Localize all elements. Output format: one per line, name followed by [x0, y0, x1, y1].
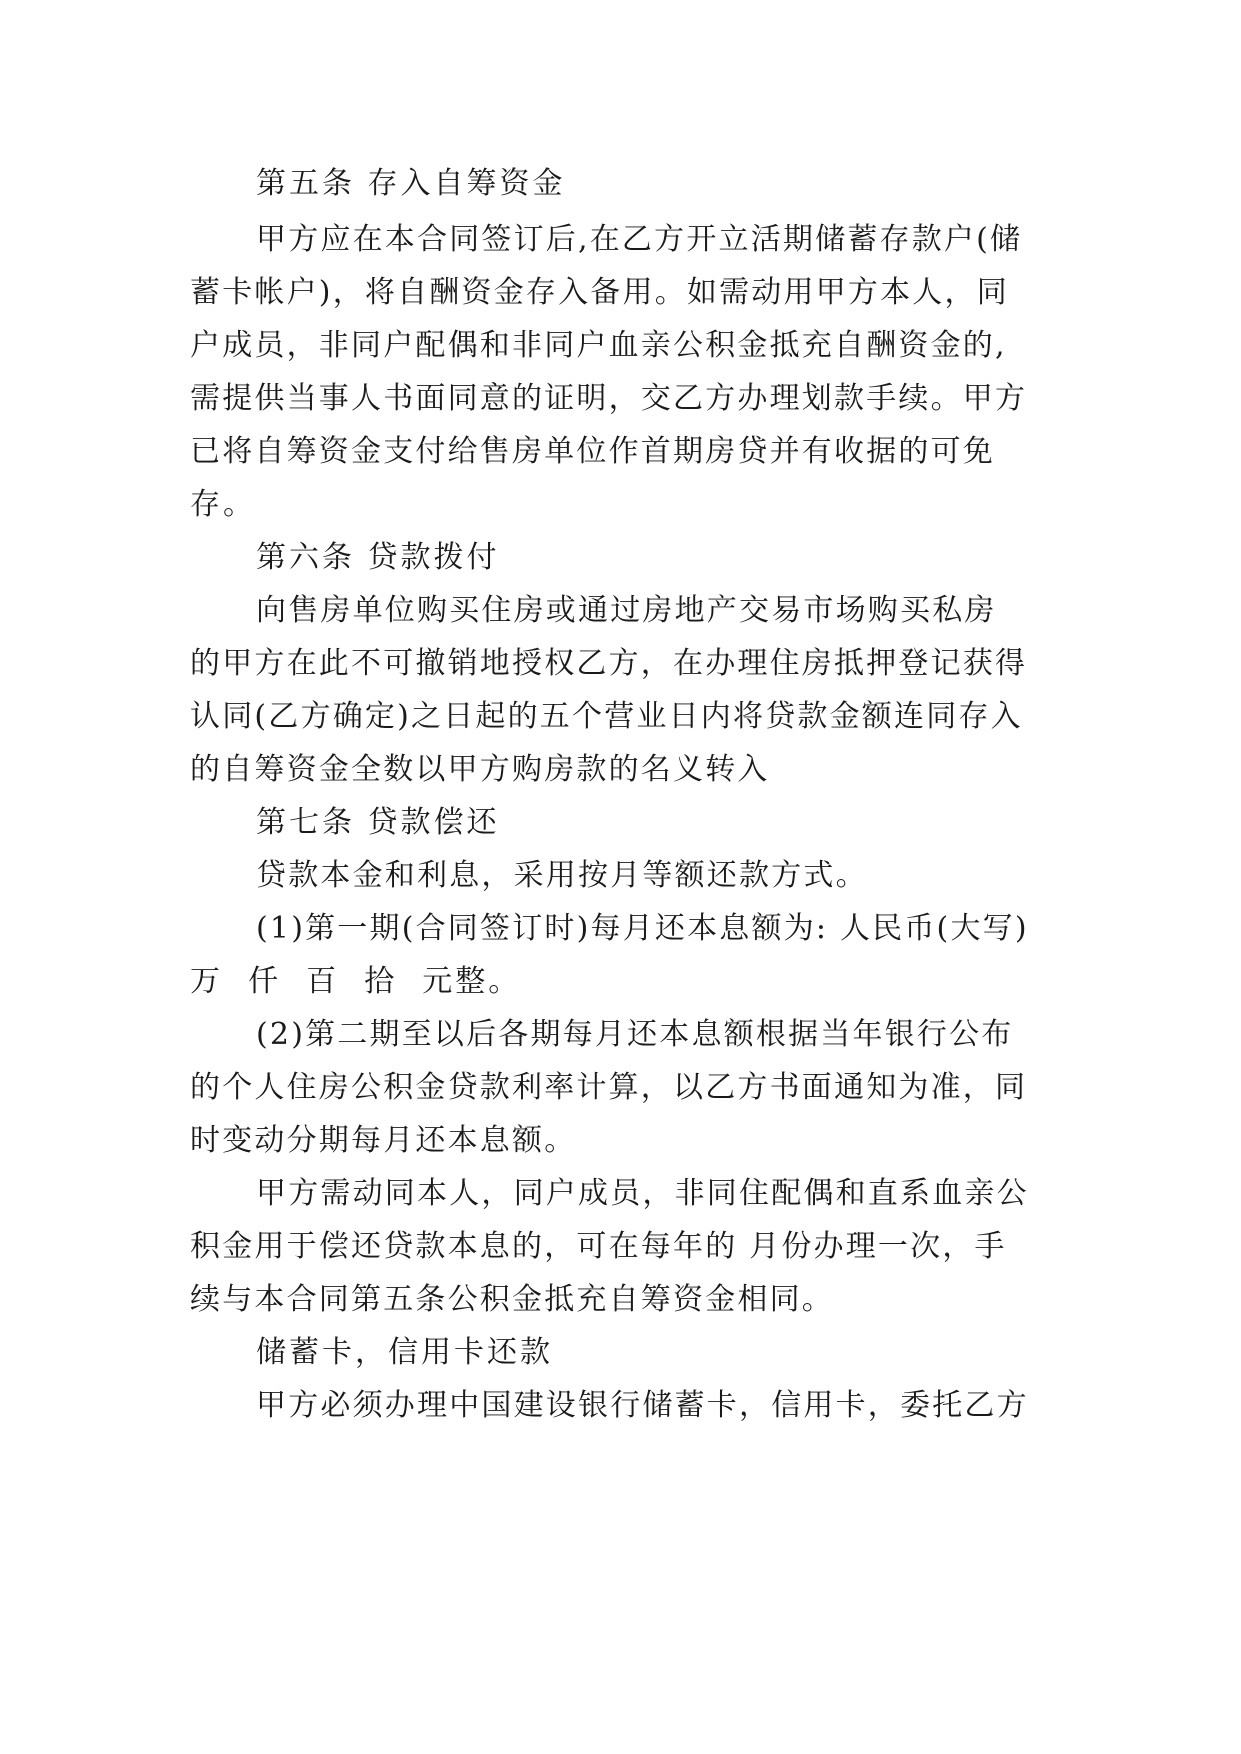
article-5-heading: 第五条 存入自筹资金: [256, 166, 566, 201]
article-6-paragraph-line: 认同(乙方确定)之日起的五个营业日内将贷款金额连同存入: [190, 699, 1023, 734]
article-5-paragraph-line: 存。: [190, 487, 256, 522]
article-6-paragraph-line: 的甲方在此不可撤销地授权乙方，在办理住房抵押登记获得: [190, 646, 1028, 681]
article-5-paragraph-line: 户成员，非同户配偶和非同户血亲公积金抵充自酬资金的,: [190, 328, 1007, 363]
article-7-heading: 第七条 贷款偿还: [256, 805, 500, 840]
article-7-item-2-line: (2)第二期至以后各期每月还本息额根据当年银行公布: [256, 1017, 1014, 1052]
card-repayment-paragraph: 甲方必须办理中国建设银行储蓄卡，信用卡，委托乙方: [256, 1388, 1029, 1423]
article-7-item-1-line: 万 仟 百 拾 元整。: [190, 964, 522, 999]
article-7-item-2-line: 的个人住房公积金贷款利率计算，以乙方书面通知为准，同: [190, 1070, 1028, 1105]
article-5-paragraph-line: 已将自筹资金支付给售房单位作首期房贷并有收据的可免: [190, 434, 995, 469]
article-7-item-1-line: (1)第一期(合同签订时)每月还本息额为: 人民币(大写): [256, 911, 1029, 946]
card-repayment-heading: 储蓄卡，信用卡还款: [256, 1335, 553, 1370]
article-5-paragraph-line: 需提供当事人书面同意的证明，交乙方办理划款手续。甲方: [190, 381, 1028, 416]
article-6-paragraph-line: 的自筹资金全数以甲方购房款的名义转入: [190, 752, 770, 787]
article-7-paragraph: 贷款本金和利息，采用按月等额还款方式。: [256, 858, 868, 893]
article-6-heading: 第六条 贷款拨付: [256, 540, 500, 575]
article-5-paragraph-line: 蓄卡帐户)，将自酬资金存入备用。如需动用甲方本人，同: [190, 275, 1009, 310]
article-7-paragraph-2-line: 续与本合同第五条公积金抵充自筹资金相同。: [190, 1282, 834, 1317]
article-6-paragraph-line: 向售房单位购买住房或通过房地产交易市场购买私房: [256, 593, 997, 628]
article-7-item-2-line: 时变动分期每月还本息额。: [190, 1123, 577, 1158]
article-7-paragraph-2-line: 甲方需动同本人，同户成员，非同住配偶和直系血亲公: [256, 1176, 1029, 1211]
article-7-paragraph-2-line: 积金用于偿还贷款本息的，可在每年的 月份办理一次，手: [190, 1229, 1007, 1264]
article-5-paragraph-line: 甲方应在本合同签订后,在乙方开立活期储蓄存款户(储: [256, 222, 1023, 257]
